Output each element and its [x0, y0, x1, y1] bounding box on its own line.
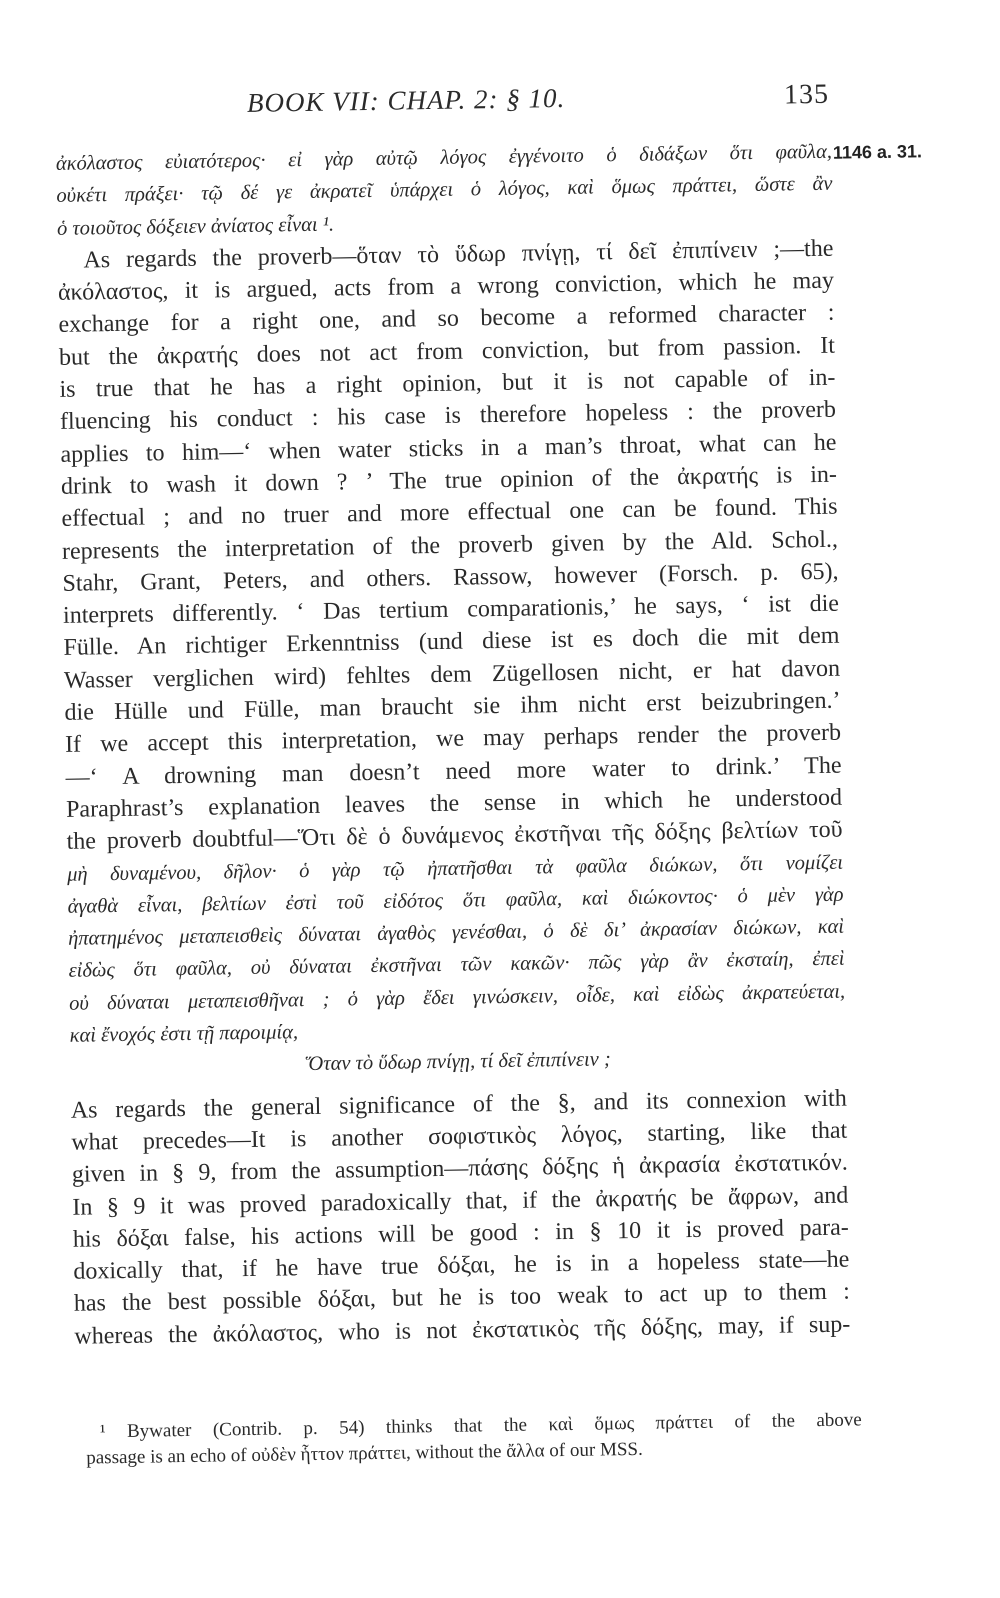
text-line: Wasser verglichen wird) fehltes dem Zügellosen nicht, er hat davon: [63, 655, 841, 694]
text-line: what precedes—It is another σοφιστικὸς λόγος, starting, like that: [71, 1117, 848, 1156]
text-line: drink to wash it down ? ’ The true opinion of the ἀκρατής is in-: [60, 461, 838, 500]
text-line: Stahr, Grant, Peters, and others. Rassow, however (Forsch. p. 65),: [62, 558, 839, 597]
footnote-line: ¹ Bywater (Contrib. p. 54) thinks that the καὶ ὅμως πράττει of the above: [99, 1409, 862, 1443]
text-line: In § 9 it was proved paradoxically that, if the ἀκρατής be ἄφρων, and: [72, 1182, 849, 1221]
text-line: εἰδὼς ὅτι φαῦλα, οὐ δύναται ἐκστῆναι τῶν κακῶν· πῶς γὰρ ἂν ἐκσταίη, ἐπεὶ: [68, 948, 845, 983]
text-line: but the ἀκρατής does not act from conviction, but from passion. It: [58, 332, 836, 371]
text-line: exchange for a right one, and so become a reformed character :: [58, 300, 835, 339]
text-line: fluencing his conduct : his case is therefore hopeless : the proverb: [59, 397, 837, 436]
text-line: applies to him—‘ when water sticks in a man’s throat, what can he: [60, 429, 837, 468]
running-header: [239, 79, 840, 128]
text-line: has the best possible δόξαι, but he is too weak to act up to them :: [73, 1278, 850, 1318]
text-line: Paraphrast’s explanation leaves the sense in which he understood: [65, 784, 843, 823]
text-line: ἀκόλαστος εὐιατότερος· εἰ γὰρ αὐτῷ λόγος ἐγγένοιτο ὁ διδάξων ὅτι φαῦλα,: [55, 140, 833, 175]
page-number: 135: [783, 78, 830, 111]
text-line: is true that he has a right opinion, but it is not capable of in-: [59, 364, 836, 403]
text-line: οὐ δύναται μεταπεισθῆναι ; ὁ γὰρ ἔδει γινώσκειν, οἶδε, καὶ εἰδὼς ἀκρατεύεται,: [68, 980, 846, 1015]
proverb-quote: Ὅταν τὸ ὕδωρ πνίγῃ, τί δεῖ ἐπιπίνειν ;: [305, 1048, 611, 1076]
text-line: the proverb doubtful—Ὅτι δὲ ὁ δυνάμενος ἐκστῆναι τῆς δόξης βελτίων τοῦ: [66, 816, 843, 856]
text-line: die Hülle und Fülle, man braucht sie ihm nicht erst beizubringen.’: [64, 687, 841, 726]
text-line: ὁ τοιοῦτος δόξειεν ἀνίατος εἶναι ¹.: [56, 213, 335, 240]
text-line: μὴ δυναμένου, δῆλον· ὁ γὰρ τῷ ἠπατῆσθαι τὰ φαῦλα διώκων, ὅτι νομίζει: [66, 851, 844, 886]
text-line: represents the interpretation of the proverb given by the Ald. Schol.,: [61, 526, 839, 565]
footnote-line: passage is an echo of οὐδὲν ἧττον πράττει, without the ἄλλα of our MSS.: [86, 1438, 643, 1469]
footnotes: [86, 1407, 863, 1471]
margin-reference: 1146 a. 31.: [832, 141, 923, 163]
text-line: interprets differently. ‘ Das tertium comparationis,’ he says, ‘ ist die: [62, 590, 840, 629]
text-line: doxically that, if he have true δόξαι, he is in a hopeless state—he: [73, 1246, 850, 1285]
text-line: οὐκέτι πράξει· τῷ δέ γε ἀκρατεῖ ὑπάρχει ὁ λόγος, καὶ ὅμως πράττει, ὥστε ἂν: [56, 173, 833, 208]
commentary-text: [56, 136, 851, 1353]
text-line: ἠπατημένος μεταπεισθεὶς δύναται ἀγαθὸς γενέσθαι, ὁ δὲ δι’ ἀκρασίαν διώκων, καὶ: [67, 915, 845, 950]
text-line: Fülle. An richtiger Erkenntniss (und diese ist es doch die mit dem: [63, 623, 840, 662]
text-line: effectual ; and no truer and more effectual one can be found. This: [61, 493, 838, 533]
text-line: ἀγαθὰ εἶναι, βελτίων ἐστὶ τοῦ εἰδότος ὅτι φαῦλα, καὶ διώκοντος· ὁ μὲν γὰρ: [67, 883, 844, 918]
text-line: As regards the general significance of the §, and its connexion with: [70, 1085, 847, 1124]
text-line: If we accept this interpretation, we may perhaps render the proverb: [64, 719, 842, 759]
text-line: given in § 9, from the assumption—πάσης δόξης ἡ ἀκρασία ἐκστατικόν.: [71, 1149, 848, 1188]
text-line: whereas the ἀκόλαστος, who is not ἐκστατικὸς τῆς δόξης, may, if sup-: [74, 1311, 851, 1350]
text-line: As regards the proverb—ὅταν τὸ ὕδωρ πνίγῃ, τί δεῖ ἐπιπίνειν ;—the: [83, 235, 834, 274]
text-line: his δόξαι false, his actions will be good : in § 10 it is proved para-: [72, 1214, 849, 1253]
text-line: καὶ ἔνοχός ἐστι τῇ παροιμίᾳ,: [69, 1021, 299, 1047]
running-title: BOOK VII: CHAP. 2: § 10.: [246, 82, 566, 118]
text-line: —‘ A drowning man doesn’t need more water to drink.’ The: [65, 752, 842, 791]
text-line: ἀκόλαστος, it is argued, acts from a wrong conviction, which he may: [57, 267, 835, 307]
